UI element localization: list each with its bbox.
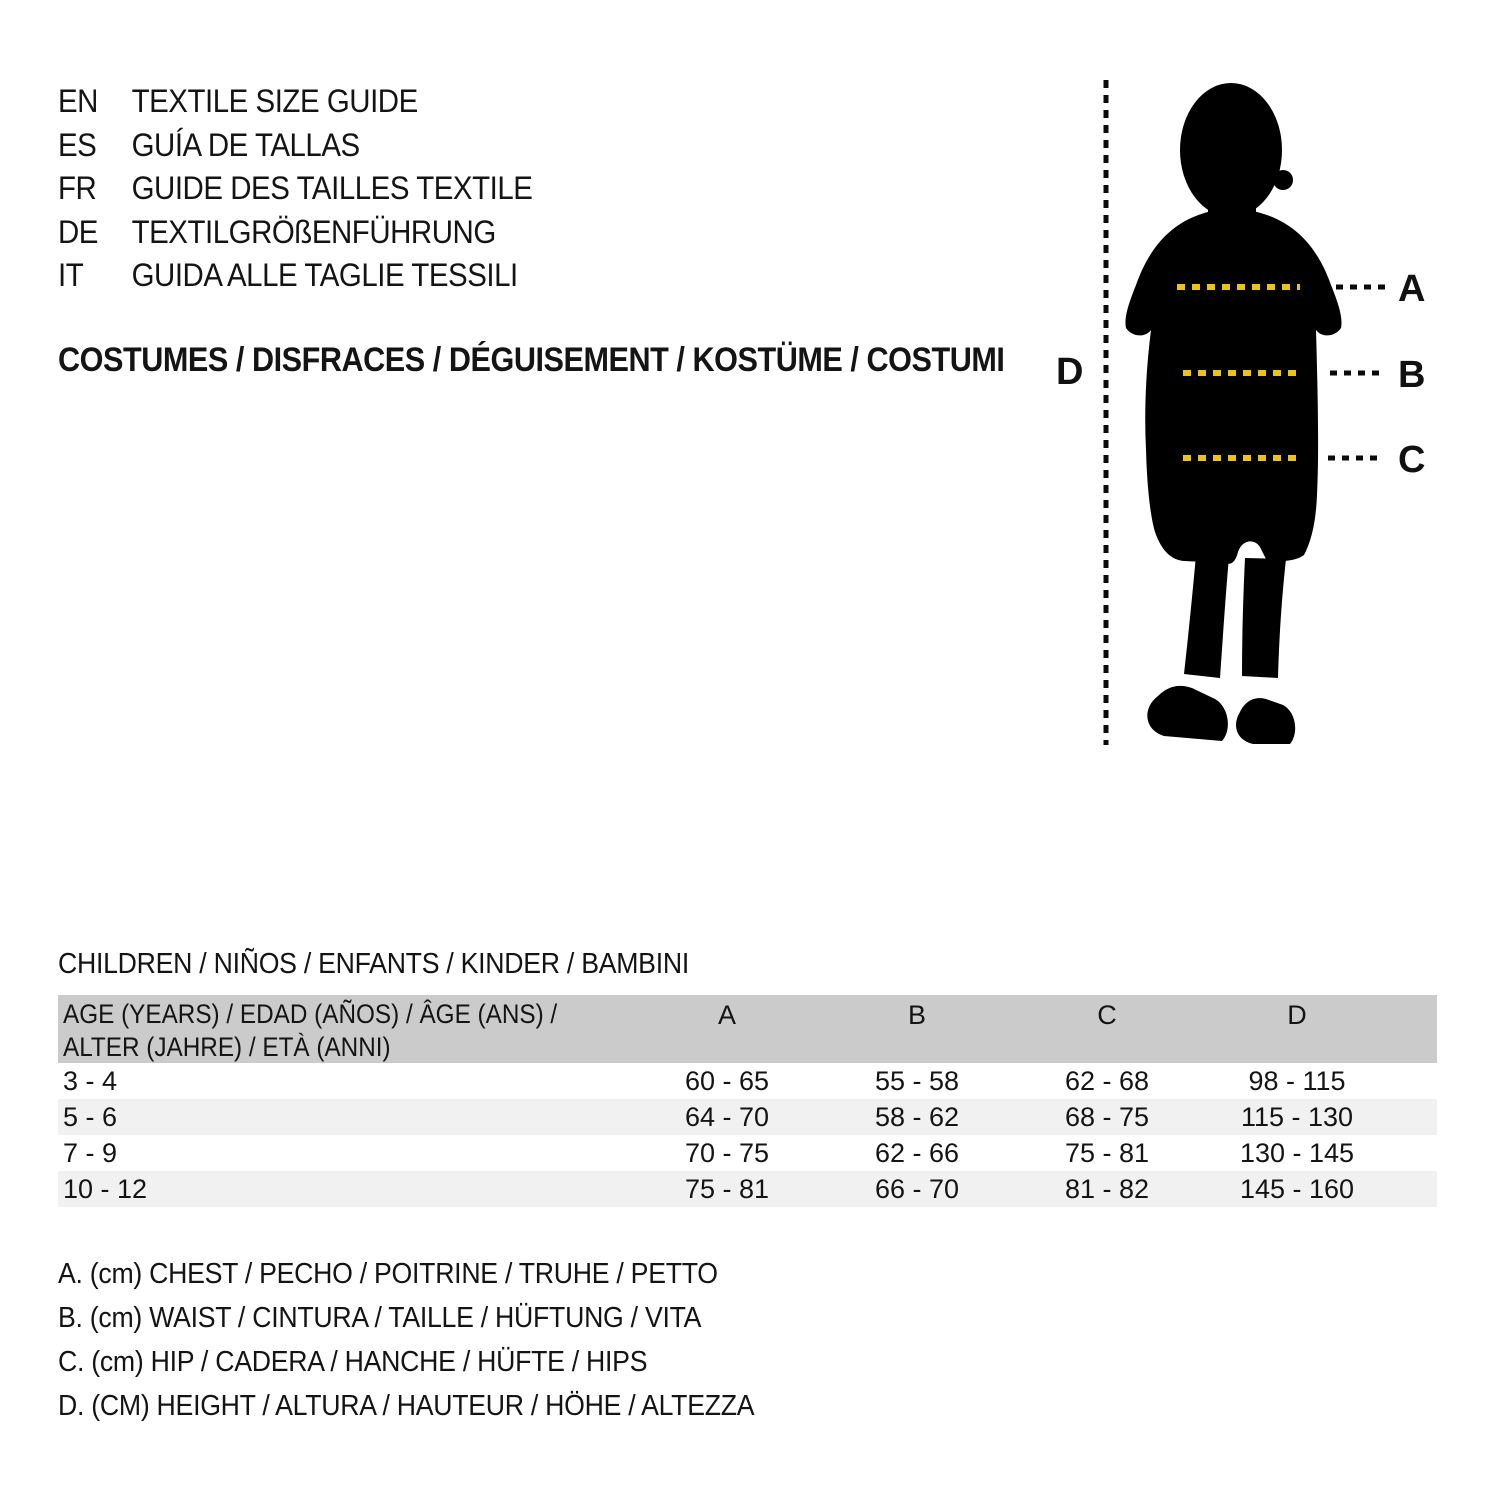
size-table	[58, 995, 1437, 1207]
height-cell: 145 - 160	[1239, 1173, 1355, 1204]
age-cell: 3 - 4	[63, 1065, 118, 1096]
language-row-it	[58, 254, 532, 298]
chest-cell: 60 - 65	[684, 1065, 770, 1096]
table-header-age	[58, 995, 632, 1064]
language-label: GUÍA DE TALLAS	[131, 126, 360, 163]
table-header-age-line1: AGE (YEARS) / EDAD (AÑOS) / ÂGE (ANS) /	[63, 999, 558, 1029]
table-header-age-line2: ALTER (JAHRE) / ETÀ (ANNI)	[63, 1032, 391, 1062]
waist-cell: 62 - 66	[874, 1137, 960, 1168]
age-cell: 5 - 6	[63, 1101, 118, 1132]
waist-cell: 58 - 62	[874, 1101, 960, 1132]
language-row-fr	[58, 167, 532, 211]
language-row-de	[58, 211, 532, 255]
hip-cell: 75 - 81	[1064, 1137, 1150, 1168]
table-header-col-a: A	[717, 1000, 736, 1030]
age-cell: 7 - 9	[63, 1137, 118, 1168]
language-code: IT	[58, 257, 84, 294]
height-cell: 115 - 130	[1240, 1101, 1354, 1132]
legend-hip: C. (cm) HIP / CADERA / HANCHE / HÜFTE / HIPS	[58, 1346, 648, 1378]
language-label: GUIDE DES TAILLES TEXTILE	[131, 170, 533, 207]
language-label: GUIDA ALLE TAGLIE TESSILI	[131, 257, 518, 294]
language-row-en	[58, 80, 532, 124]
hip-cell: 62 - 68	[1064, 1065, 1150, 1096]
table-header-col-d: D	[1287, 1000, 1307, 1030]
table-header-row	[58, 995, 1437, 1063]
table-row	[58, 1171, 1437, 1207]
table-row	[58, 1063, 1437, 1099]
label-c: C	[1398, 439, 1426, 481]
silhouette-right-leg	[1242, 558, 1286, 678]
waist-cell: 66 - 70	[874, 1173, 960, 1204]
height-cell: 130 - 145	[1239, 1137, 1355, 1168]
table-row	[58, 1135, 1437, 1171]
language-list	[58, 80, 574, 298]
language-code: DE	[58, 213, 98, 250]
table-header-col-c: C	[1097, 1000, 1117, 1030]
hip-cell: 81 - 82	[1064, 1173, 1150, 1204]
language-label: TEXTILGRÖßENFÜHRUNG	[131, 213, 496, 250]
legend-chest: A. (cm) CHEST / PECHO / POITRINE / TRUHE / PETTO	[58, 1258, 718, 1290]
child-silhouette-figure	[1040, 60, 1501, 760]
silhouette-torso	[1125, 208, 1341, 564]
language-code: EN	[58, 83, 98, 120]
language-row-es	[58, 124, 532, 168]
label-b: B	[1398, 354, 1426, 396]
language-code: FR	[58, 170, 97, 207]
category-headline: COSTUMES / DISFRACES / DÉGUISEMENT / KOSTÜME / COSTUMI	[58, 341, 1005, 379]
height-cell: 98 - 115	[1248, 1065, 1346, 1096]
waist-cell: 55 - 58	[874, 1065, 960, 1096]
hip-cell: 68 - 75	[1064, 1101, 1150, 1132]
silhouette-left-shoe	[1147, 686, 1228, 741]
chest-cell: 75 - 81	[684, 1173, 770, 1204]
language-code: ES	[58, 126, 97, 163]
label-d: D	[1056, 351, 1084, 393]
legend-waist: B. (cm) WAIST / CINTURA / TAILLE / HÜFTUNG / VITA	[58, 1302, 702, 1334]
language-label: TEXTILE SIZE GUIDE	[131, 83, 418, 120]
child-silhouette	[1125, 83, 1341, 744]
silhouette-ear	[1273, 170, 1293, 190]
chest-cell: 70 - 75	[684, 1137, 770, 1168]
measurement-diagram	[1040, 60, 1501, 760]
table-section-title: CHILDREN / NIÑOS / ENFANTS / KINDER / BAMBINI	[58, 948, 689, 980]
legend-height: D. (CM) HEIGHT / ALTURA / HAUTEUR / HÖHE / ALTEZZA	[58, 1390, 755, 1422]
silhouette-left-leg	[1184, 555, 1229, 678]
label-a: A	[1398, 268, 1426, 310]
age-cell: 10 - 12	[63, 1173, 148, 1204]
chest-cell: 64 - 70	[684, 1101, 770, 1132]
table-row	[58, 1099, 1437, 1135]
measurement-legend	[58, 1252, 815, 1428]
silhouette-right-shoe	[1236, 698, 1295, 744]
table-header-col-b: B	[907, 1000, 926, 1030]
